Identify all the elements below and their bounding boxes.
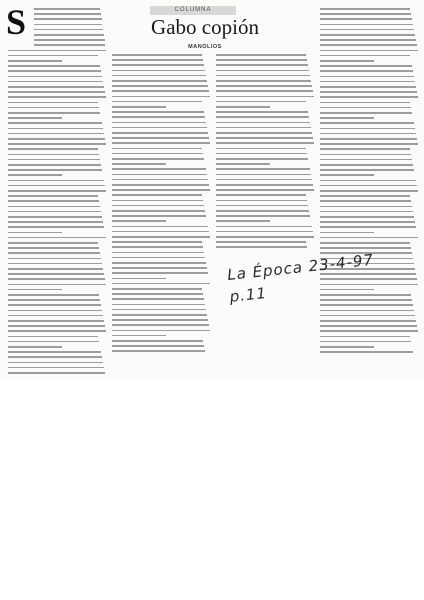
text-line bbox=[8, 107, 99, 109]
text-line bbox=[320, 325, 417, 327]
text-line bbox=[112, 304, 205, 306]
text-line bbox=[320, 190, 418, 192]
text-line bbox=[320, 39, 416, 41]
text-line bbox=[8, 216, 102, 218]
text-line bbox=[216, 179, 312, 181]
text-line bbox=[320, 44, 417, 46]
text-line bbox=[320, 315, 415, 317]
text-line bbox=[8, 169, 102, 171]
text-line bbox=[216, 85, 312, 87]
text-line bbox=[112, 257, 205, 259]
text-line bbox=[320, 76, 414, 78]
text-line bbox=[112, 127, 207, 129]
text-line bbox=[112, 179, 208, 181]
text-line bbox=[216, 127, 311, 129]
text-line bbox=[320, 336, 410, 338]
text-line bbox=[34, 8, 100, 10]
text-line bbox=[112, 283, 210, 285]
text-line bbox=[320, 143, 418, 145]
text-line bbox=[8, 372, 105, 374]
text-line bbox=[320, 211, 413, 213]
text-line bbox=[8, 310, 102, 312]
text-line bbox=[320, 128, 415, 130]
text-line bbox=[320, 169, 414, 171]
text-line bbox=[320, 65, 412, 67]
text-line bbox=[112, 116, 205, 118]
text-line bbox=[216, 210, 309, 212]
text-line bbox=[34, 29, 103, 31]
text-line bbox=[8, 65, 100, 67]
text-line bbox=[8, 86, 104, 88]
text-line bbox=[8, 195, 98, 197]
text-line bbox=[112, 267, 207, 269]
handwritten-annotation: La Época 23-4-97 p.11 bbox=[226, 250, 375, 306]
text-line bbox=[216, 158, 308, 160]
text-line bbox=[8, 346, 62, 348]
text-line bbox=[112, 350, 205, 352]
text-line bbox=[320, 138, 417, 140]
text-line bbox=[320, 226, 416, 228]
text-line bbox=[320, 70, 413, 72]
text-line bbox=[320, 86, 416, 88]
text-line bbox=[320, 221, 415, 223]
text-line bbox=[8, 143, 106, 145]
text-line bbox=[112, 309, 206, 311]
text-line bbox=[320, 96, 418, 98]
text-line bbox=[320, 154, 411, 156]
text-line bbox=[320, 164, 413, 166]
text-line bbox=[8, 284, 106, 286]
text-line bbox=[216, 80, 311, 82]
text-line bbox=[112, 226, 208, 228]
text-line bbox=[216, 59, 307, 61]
text-line bbox=[320, 216, 414, 218]
byline: MANOLIOS bbox=[188, 44, 222, 50]
text-line bbox=[8, 237, 106, 239]
text-line bbox=[216, 241, 306, 243]
text-line bbox=[8, 206, 100, 208]
text-line bbox=[320, 200, 411, 202]
text-line bbox=[112, 262, 206, 264]
text-line bbox=[8, 273, 104, 275]
text-line bbox=[320, 148, 410, 150]
text-line bbox=[8, 50, 106, 52]
text-line bbox=[112, 106, 166, 108]
text-line bbox=[8, 133, 104, 135]
text-line bbox=[112, 252, 204, 254]
text-line bbox=[8, 180, 104, 182]
text-line bbox=[320, 304, 413, 306]
text-line bbox=[216, 148, 306, 150]
text-line bbox=[320, 50, 418, 52]
text-line bbox=[8, 221, 103, 223]
text-line bbox=[216, 220, 270, 222]
text-line bbox=[112, 314, 207, 316]
text-line bbox=[216, 122, 310, 124]
text-line bbox=[112, 335, 166, 337]
text-line bbox=[8, 299, 100, 301]
text-line bbox=[112, 96, 210, 98]
text-line bbox=[8, 91, 105, 93]
text-line bbox=[216, 64, 308, 66]
text-line bbox=[112, 184, 209, 186]
text-line bbox=[112, 205, 204, 207]
text-line bbox=[216, 96, 314, 98]
text-line bbox=[8, 294, 99, 296]
text-line bbox=[34, 39, 105, 41]
text-line bbox=[216, 246, 307, 248]
text-line bbox=[320, 91, 417, 93]
text-line bbox=[112, 111, 204, 113]
text-line bbox=[320, 18, 412, 20]
text-line bbox=[8, 138, 105, 140]
text-line bbox=[8, 330, 106, 332]
text-line bbox=[112, 324, 209, 326]
text-line bbox=[8, 211, 101, 213]
text-line bbox=[8, 128, 103, 130]
headline: Gabo copión bbox=[151, 15, 259, 39]
text-line bbox=[320, 232, 374, 234]
text-line bbox=[8, 154, 99, 156]
text-line bbox=[216, 142, 314, 144]
text-line bbox=[112, 293, 203, 295]
text-line bbox=[216, 111, 308, 113]
text-line bbox=[216, 137, 313, 139]
text-line bbox=[320, 159, 412, 161]
text-line bbox=[112, 59, 203, 61]
text-line bbox=[216, 184, 313, 186]
text-line bbox=[8, 304, 101, 306]
text-line bbox=[320, 242, 410, 244]
text-line bbox=[320, 346, 374, 348]
text-line bbox=[320, 122, 414, 124]
page-margin bbox=[0, 380, 424, 600]
text-line bbox=[8, 325, 105, 327]
text-line bbox=[8, 185, 105, 187]
text-line bbox=[8, 258, 101, 260]
text-line bbox=[112, 132, 208, 134]
text-line bbox=[320, 60, 374, 62]
text-line bbox=[112, 80, 207, 82]
text-line bbox=[216, 163, 270, 165]
text-line bbox=[112, 231, 209, 233]
text-line bbox=[8, 174, 62, 176]
text-line bbox=[8, 148, 98, 150]
text-line bbox=[34, 24, 102, 26]
text-line bbox=[112, 70, 205, 72]
text-line bbox=[34, 18, 102, 20]
text-line bbox=[8, 190, 106, 192]
text-line bbox=[8, 112, 100, 114]
text-line bbox=[112, 174, 207, 176]
text-line bbox=[320, 174, 374, 176]
text-line bbox=[320, 81, 415, 83]
text-line bbox=[320, 206, 412, 208]
text-line bbox=[112, 215, 206, 217]
text-line bbox=[320, 310, 414, 312]
text-line bbox=[8, 356, 102, 358]
text-line bbox=[216, 75, 310, 77]
text-line bbox=[8, 76, 102, 78]
text-line bbox=[112, 122, 206, 124]
text-line bbox=[112, 278, 166, 280]
text-line bbox=[8, 164, 101, 166]
text-line bbox=[320, 107, 411, 109]
text-line bbox=[216, 174, 311, 176]
text-line bbox=[8, 242, 98, 244]
text-line bbox=[8, 252, 100, 254]
text-line bbox=[216, 132, 312, 134]
text-line bbox=[112, 101, 202, 103]
text-line bbox=[8, 315, 103, 317]
text-line bbox=[112, 246, 203, 248]
text-line bbox=[8, 341, 99, 343]
text-line bbox=[320, 29, 414, 31]
text-line bbox=[8, 247, 99, 249]
text-line bbox=[8, 102, 98, 104]
text-line bbox=[112, 210, 205, 212]
text-line bbox=[34, 44, 105, 46]
text-line bbox=[320, 55, 410, 57]
text-line bbox=[320, 195, 410, 197]
text-line bbox=[320, 24, 413, 26]
text-line bbox=[8, 263, 102, 265]
text-line bbox=[112, 148, 202, 150]
text-line bbox=[320, 102, 410, 104]
text-line bbox=[112, 319, 208, 321]
text-line bbox=[216, 236, 314, 238]
text-line bbox=[8, 278, 105, 280]
text-line bbox=[216, 153, 307, 155]
text-line bbox=[8, 159, 100, 161]
text-line bbox=[112, 189, 210, 191]
text-line bbox=[112, 330, 210, 332]
text-line bbox=[112, 64, 204, 66]
text-line bbox=[216, 205, 308, 207]
text-line bbox=[112, 163, 166, 165]
text-line bbox=[8, 289, 62, 291]
text-line bbox=[8, 60, 62, 62]
text-line bbox=[320, 117, 374, 119]
text-line bbox=[8, 55, 98, 57]
text-line bbox=[112, 137, 209, 139]
column-tag: COLUMNA bbox=[150, 6, 236, 15]
text-line bbox=[216, 226, 312, 228]
drop-cap: S bbox=[6, 2, 27, 42]
text-line bbox=[112, 236, 210, 238]
text-line bbox=[216, 168, 310, 170]
text-line bbox=[112, 200, 203, 202]
text-line bbox=[216, 116, 309, 118]
text-line bbox=[216, 101, 306, 103]
text-line bbox=[8, 122, 102, 124]
text-line bbox=[320, 341, 411, 343]
text-line bbox=[8, 117, 62, 119]
text-line bbox=[216, 70, 309, 72]
text-line bbox=[216, 189, 314, 191]
text-line bbox=[8, 226, 104, 228]
text-line bbox=[320, 180, 416, 182]
text-line bbox=[34, 13, 101, 15]
text-line bbox=[320, 185, 417, 187]
text-line bbox=[8, 268, 103, 270]
text-line bbox=[320, 13, 411, 15]
text-line bbox=[216, 231, 313, 233]
text-line bbox=[112, 194, 202, 196]
text-line bbox=[320, 237, 418, 239]
text-line bbox=[216, 200, 307, 202]
text-line bbox=[112, 142, 210, 144]
text-line bbox=[112, 85, 208, 87]
text-line bbox=[320, 133, 416, 135]
text-line bbox=[112, 168, 206, 170]
text-line bbox=[320, 320, 416, 322]
text-line bbox=[112, 345, 204, 347]
text-line bbox=[8, 81, 103, 83]
text-line bbox=[112, 288, 202, 290]
text-line bbox=[8, 367, 104, 369]
text-line bbox=[8, 336, 98, 338]
text-line bbox=[112, 153, 203, 155]
text-line bbox=[112, 54, 202, 56]
text-line bbox=[8, 96, 106, 98]
text-line bbox=[112, 241, 202, 243]
text-line bbox=[216, 194, 306, 196]
text-line bbox=[112, 220, 166, 222]
text-line bbox=[112, 75, 206, 77]
text-line bbox=[320, 330, 418, 332]
text-line bbox=[216, 215, 310, 217]
text-line bbox=[8, 70, 101, 72]
text-line bbox=[112, 158, 204, 160]
text-line bbox=[320, 351, 413, 353]
text-line bbox=[8, 351, 101, 353]
text-line bbox=[216, 106, 270, 108]
text-line bbox=[112, 272, 208, 274]
text-line bbox=[320, 34, 415, 36]
text-line bbox=[112, 90, 209, 92]
text-line bbox=[112, 340, 203, 342]
text-line bbox=[8, 200, 99, 202]
text-line bbox=[8, 232, 62, 234]
text-line bbox=[320, 8, 410, 10]
text-line bbox=[112, 298, 204, 300]
text-line bbox=[34, 34, 104, 36]
text-line bbox=[320, 112, 412, 114]
text-line bbox=[8, 320, 104, 322]
text-line bbox=[8, 362, 103, 364]
text-line bbox=[320, 299, 412, 301]
text-line bbox=[216, 54, 306, 56]
text-line bbox=[216, 90, 313, 92]
